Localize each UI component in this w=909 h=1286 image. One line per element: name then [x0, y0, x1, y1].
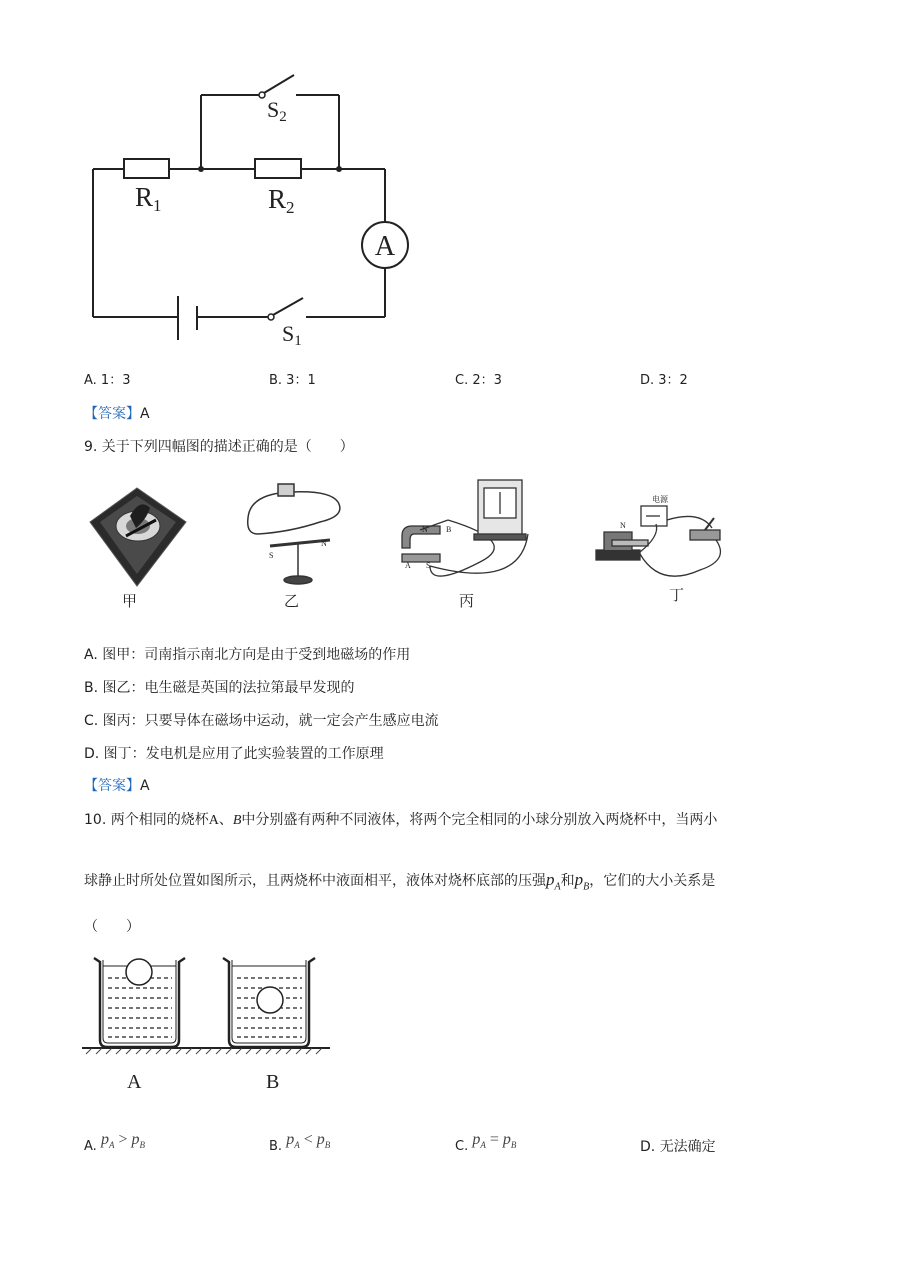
pressure-pb: $p_B$ — [574, 870, 590, 893]
q8-option-c: C. 2：3 — [455, 373, 502, 388]
q9-figures — [0, 470, 909, 620]
caption-jia: 甲 — [122, 594, 138, 610]
q9-option-b: B. 图乙：电生磁是英国的法拉第最早发现的 — [84, 680, 355, 696]
q8-answer — [84, 404, 150, 424]
label-s: S — [426, 561, 431, 570]
switch-s1-blade — [273, 298, 303, 315]
q10-paren: （ ） — [84, 919, 140, 935]
q9-option-c: C. 图丙：只要导体在磁场中运动，就一定会产生感应电流 — [84, 713, 439, 729]
label-n: N — [422, 525, 428, 534]
q8-option-d: D. 3：2 — [640, 373, 688, 388]
label-s1: S1 — [282, 321, 302, 349]
label-n: N — [321, 539, 327, 548]
answer-tag: 【答案】 — [84, 406, 140, 422]
beaker-a-ref: A — [208, 813, 219, 828]
q10-stem-line2: 球静止时所处位置如图所示，且两烧杯中液面相平，液体对烧杯底部的压强$p_A$和$p_B$，它们的大小关系是 — [84, 870, 716, 893]
caption-bing: 丙 — [459, 594, 475, 610]
junction-dot — [198, 166, 204, 172]
label-r2: R2 — [268, 184, 295, 217]
pressure-pa: $p_A$ — [546, 870, 561, 893]
answer-tag: 【答案】 — [84, 778, 140, 794]
junction-dot — [336, 166, 342, 172]
resistor-r1 — [124, 159, 169, 178]
q10-stem-line1: 10. 两个相同的烧杯A、B中分别盛有两种不同液体，将两个完全相同的小球分别放入两烧杯中，当两小 — [84, 812, 718, 828]
label-power-source: 电源 — [652, 495, 668, 504]
q10-option-d: D. 无法确定 — [640, 1139, 716, 1155]
beaker-b-ref: B — [232, 813, 242, 828]
label-beaker-a: A — [127, 1071, 142, 1093]
answer-value: A — [140, 778, 150, 794]
label-n: N — [620, 521, 626, 530]
switch-contact — [259, 92, 265, 98]
label-a: A — [405, 561, 411, 570]
ball-b — [257, 987, 283, 1013]
q9-answer — [84, 776, 150, 796]
ball-a — [126, 959, 152, 985]
label-b: B — [446, 525, 452, 534]
switch-contact — [268, 314, 274, 320]
beaker-a — [94, 958, 185, 1047]
figure-jia — [90, 488, 186, 586]
q9-option-d: D. 图丁：发电机是应用了此实验装置的工作原理 — [84, 746, 384, 762]
beaker-b — [223, 958, 315, 1047]
circuit-diagram — [0, 0, 909, 370]
q8-option-b: B. 3：1 — [269, 373, 316, 388]
resistor-r2 — [255, 159, 301, 178]
label-s: S — [269, 551, 274, 560]
q10-option-c: C. $p_A = p_B$ — [455, 1131, 517, 1154]
label-beaker-b: B — [266, 1071, 280, 1093]
figure-yi — [248, 484, 340, 584]
figure-bing — [402, 480, 528, 576]
figure-ding — [596, 506, 720, 576]
q10-beaker-figure — [0, 950, 909, 1095]
q8-option-a: A. 1：3 — [84, 373, 131, 388]
answer-value: A — [140, 406, 150, 422]
q10-option-b: B. $p_A < p_B$ — [269, 1131, 331, 1154]
q10-option-a: A. $p_A > p_B$ — [84, 1131, 145, 1154]
label-ammeter: A — [374, 231, 396, 262]
caption-yi: 乙 — [284, 594, 300, 610]
q9-stem: 9. 关于下列四幅图的描述正确的是（ ） — [84, 439, 354, 455]
label-r1: R1 — [135, 182, 162, 215]
caption-ding: 丁 — [669, 588, 685, 604]
label-s2: S2 — [267, 97, 287, 125]
switch-s2-blade — [264, 75, 294, 93]
q9-option-a: A. 图甲：司南指示南北方向是由于受到地磁场的作用 — [84, 647, 411, 663]
